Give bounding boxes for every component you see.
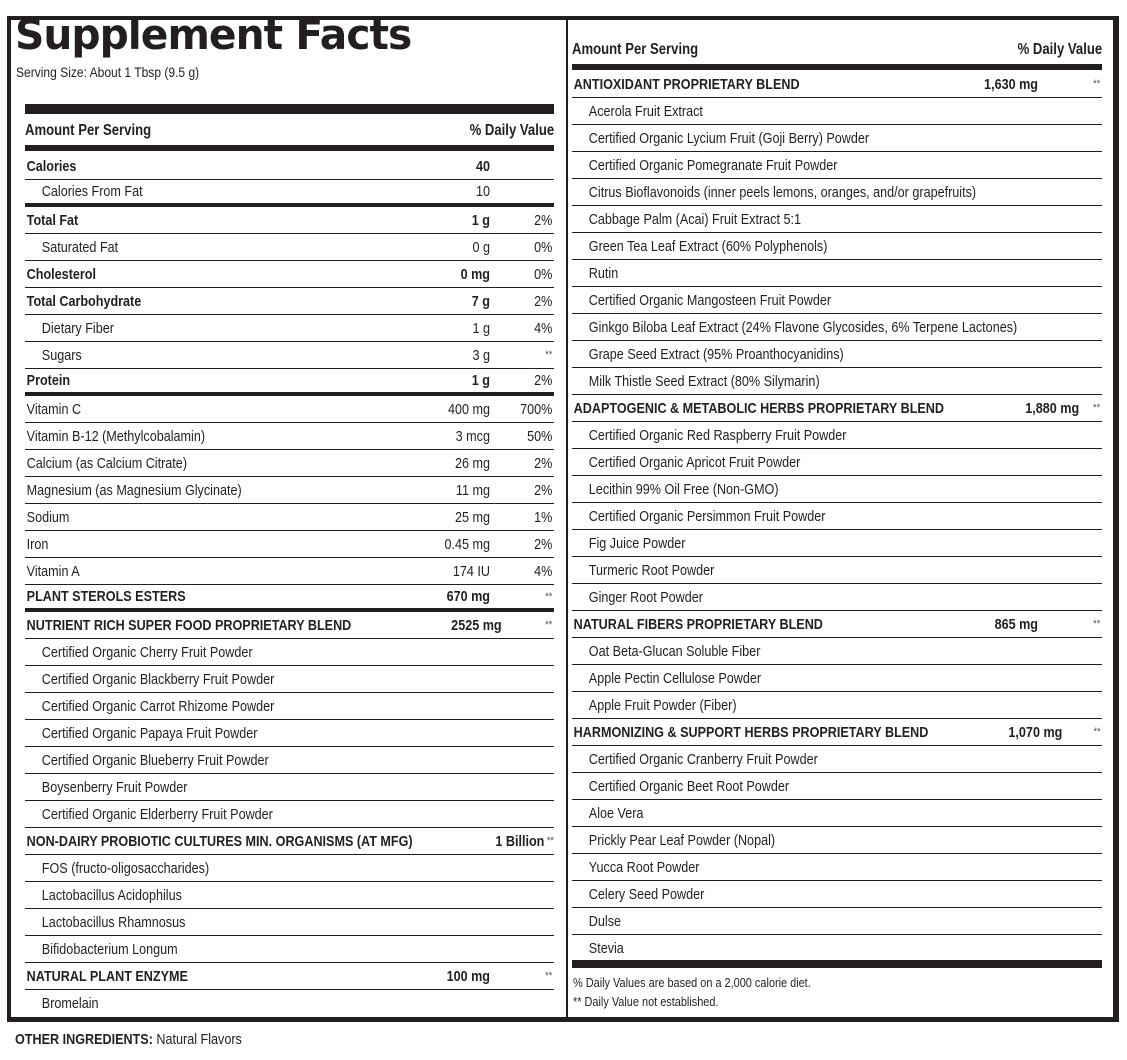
- left-nutrient-table: [25, 153, 554, 1017]
- row-name: Boysenberry Fruit Powder: [41, 778, 188, 796]
- ingredient-row: [572, 827, 1102, 854]
- row-daily-value: 2%: [534, 292, 553, 310]
- ingredient-row: [572, 854, 1102, 881]
- row-daily-value: 4%: [534, 562, 553, 580]
- ingredient-row: [572, 476, 1102, 503]
- ingredient-row: [25, 882, 554, 909]
- row-name: Apple Pectin Cellulose Powder: [588, 669, 762, 687]
- row-name: Calories From Fat: [41, 183, 143, 200]
- divider-bar: [25, 104, 554, 114]
- ingredient-row: [572, 125, 1102, 152]
- row-daily-value: 2%: [534, 481, 553, 499]
- right-nutrient-table: [572, 71, 1102, 962]
- row-name: Calories: [26, 157, 77, 175]
- row-name: Lecithin 99% Oil Free (Non-GMO): [588, 480, 779, 498]
- vitamin-row: [25, 504, 554, 531]
- row-name: Iron: [26, 535, 49, 553]
- other-ingredients-label: OTHER INGREDIENTS:: [15, 1031, 153, 1048]
- row-name: Aloe Vera: [588, 804, 644, 822]
- ingredient-row: [572, 422, 1102, 449]
- row-amount: 0 g: [472, 238, 490, 256]
- row-name: NATURAL FIBERS PROPRIETARY BLEND: [573, 615, 823, 633]
- row-name: Total Carbohydrate: [26, 292, 142, 310]
- amount-per-serving-label: Amount Per Serving: [572, 41, 699, 58]
- ingredient-row: [25, 909, 554, 936]
- row-daily-value: **: [545, 590, 553, 603]
- ingredient-row: [25, 774, 554, 801]
- ingredient-row: [572, 287, 1102, 314]
- row-name: Citrus Bioflavonoids (inner peels lemons, oranges, and/or grapefruits): [588, 183, 977, 201]
- row-name: Certified Organic Papaya Fruit Powder: [41, 724, 258, 742]
- ingredient-row: [572, 179, 1102, 206]
- footnote-daily-values: % Daily Values are based on a 2,000 calorie diet.: [573, 975, 811, 990]
- row-name: ADAPTOGENIC & METABOLIC HERBS PROPRIETARY BLEND: [573, 399, 945, 417]
- row-name: Certified Organic Cranberry Fruit Powder: [588, 750, 818, 768]
- ingredient-row: [572, 314, 1102, 341]
- blend-header-row: [25, 828, 554, 855]
- row-amount: 865 mg: [994, 615, 1038, 633]
- ingredient-row: [572, 800, 1102, 827]
- row-daily-value: **: [1093, 618, 1101, 630]
- row-name: Lactobacillus Acidophilus: [41, 886, 182, 904]
- row-amount: 2525 mg: [451, 616, 503, 634]
- row-amount: 10: [475, 183, 490, 200]
- ingredient-row: [572, 152, 1102, 179]
- row-name: Stevia: [588, 940, 624, 957]
- row-name: Sodium: [26, 508, 70, 526]
- row-amount: 400 mg: [447, 400, 490, 418]
- blend-header-row: [572, 611, 1102, 638]
- row-name: HARMONIZING & SUPPORT HERBS PROPRIETARY BLEND: [573, 723, 929, 741]
- row-amount: 11 mg: [455, 481, 490, 499]
- row-name: NUTRIENT RICH SUPER FOOD PROPRIETARY BLEND: [26, 616, 352, 634]
- row-name: Vitamin C: [26, 400, 82, 418]
- ingredient-row: [572, 665, 1102, 692]
- ingredient-row: [572, 746, 1102, 773]
- row-daily-value: **: [1093, 78, 1101, 90]
- plant-sterols-row: [25, 585, 554, 612]
- row-name: Acerola Fruit Extract: [588, 102, 703, 120]
- divider-bar: [25, 145, 554, 151]
- row-amount: 1,630 mg: [984, 75, 1038, 93]
- row-name: Rutin: [588, 264, 619, 282]
- row-name: Certified Organic Cherry Fruit Powder: [41, 643, 253, 661]
- row-name: Milk Thistle Seed Extract (80% Silymarin): [588, 372, 820, 390]
- row-name: Ginkgo Biloba Leaf Extract (24% Flavone Glycosides, 6% Terpene Lactones): [588, 318, 1018, 336]
- row-name: Total Fat: [26, 211, 79, 229]
- ingredient-row: [25, 639, 554, 666]
- row-name: Certified Organic Carrot Rhizome Powder: [41, 697, 275, 715]
- right-column-header: [572, 38, 1102, 62]
- row-daily-value: **: [546, 835, 554, 847]
- row-daily-value: 2%: [534, 535, 553, 553]
- vitamin-row: [25, 558, 554, 585]
- ingredient-row: [25, 747, 554, 774]
- blend-header-row: [25, 963, 554, 990]
- ingredient-row: [572, 908, 1102, 935]
- nutrient-row: [25, 315, 554, 342]
- row-name: Certified Organic Elderberry Fruit Powder: [41, 805, 273, 823]
- ingredient-row: [572, 98, 1102, 125]
- row-amount: 7 g: [471, 292, 490, 310]
- row-name: Certified Organic Apricot Fruit Powder: [588, 453, 801, 471]
- row-amount: 100 mg: [446, 967, 490, 985]
- row-amount: 26 mg: [454, 454, 490, 472]
- column-divider: [566, 20, 568, 1017]
- ingredient-row: [25, 990, 554, 1017]
- daily-value-label: % Daily Value: [469, 122, 554, 139]
- row-daily-value: 2%: [534, 211, 553, 229]
- vitamin-row: [25, 396, 554, 423]
- row-daily-value: 2%: [534, 372, 553, 389]
- row-name: FOS (fructo-oligosaccharides): [41, 859, 210, 877]
- row-daily-value: 50%: [527, 427, 553, 445]
- other-ingredients: [15, 1031, 242, 1048]
- row-amount: 3 mcg: [455, 427, 490, 445]
- blend-header-row: [572, 71, 1102, 98]
- row-name: Bifidobacterium Longum: [41, 940, 178, 958]
- row-amount: 1,880 mg: [1025, 399, 1080, 417]
- row-name: Protein: [26, 372, 71, 389]
- ingredient-row: [572, 638, 1102, 665]
- row-daily-value: 2%: [534, 454, 553, 472]
- row-name: Certified Organic Blueberry Fruit Powder: [41, 751, 269, 769]
- ingredient-row: [572, 260, 1102, 287]
- ingredient-row: [572, 557, 1102, 584]
- blend-header-row: [25, 612, 554, 639]
- row-name: ANTIOXIDANT PROPRIETARY BLEND: [573, 75, 800, 93]
- row-name: Vitamin A: [26, 562, 80, 580]
- ingredient-row: [572, 503, 1102, 530]
- row-amount: 0.45 mg: [444, 535, 490, 553]
- row-name: Oat Beta-Glucan Soluble Fiber: [588, 642, 761, 660]
- footnote-not-established: ** Daily Value not established.: [573, 994, 719, 1009]
- ingredient-row: [572, 368, 1102, 395]
- ingredient-row: [572, 692, 1102, 719]
- vitamin-row: [25, 423, 554, 450]
- row-name: Certified Organic Lycium Fruit (Goji Berry) Powder: [588, 129, 870, 147]
- ingredient-row: [572, 773, 1102, 800]
- row-name: Apple Fruit Powder (Fiber): [588, 696, 737, 714]
- ingredient-row: [572, 584, 1102, 611]
- row-amount: 0 mg: [460, 265, 490, 283]
- row-name: Grape Seed Extract (95% Proanthocyanidins): [588, 345, 844, 363]
- row-name: Certified Organic Pomegranate Fruit Powder: [588, 156, 838, 174]
- row-name: Prickly Pear Leaf Powder (Nopal): [588, 831, 776, 849]
- row-name: NATURAL PLANT ENZYME: [26, 967, 188, 985]
- row-daily-value: **: [1093, 402, 1101, 414]
- ingredient-row: [572, 206, 1102, 233]
- row-daily-value: 1%: [534, 508, 553, 526]
- row-daily-value: **: [545, 349, 553, 361]
- row-name: Green Tea Leaf Extract (60% Polyphenols): [588, 237, 828, 255]
- ingredient-row: [25, 693, 554, 720]
- other-ingredients-value: Natural Flavors: [152, 1031, 242, 1048]
- ingredient-row: [572, 935, 1102, 962]
- ingredient-row: [25, 801, 554, 828]
- row-daily-value: **: [545, 970, 553, 982]
- row-name: Fig Juice Powder: [588, 534, 686, 552]
- vitamin-row: [25, 531, 554, 558]
- nutrient-row: [25, 342, 554, 369]
- row-name: Certified Organic Red Raspberry Fruit Powder: [588, 426, 847, 444]
- row-name: Dulse: [588, 912, 622, 930]
- ingredient-row: [25, 720, 554, 747]
- row-name: Bromelain: [41, 995, 99, 1012]
- blend-header-row: [572, 395, 1102, 422]
- row-name: NON-DAIRY PROBIOTIC CULTURES MIN. ORGANISMS (AT MFG): [26, 832, 413, 850]
- row-name: PLANT STEROLS ESTERS: [26, 588, 186, 605]
- row-amount: 1 g: [471, 211, 490, 229]
- nutrient-row: [25, 234, 554, 261]
- row-name: Certified Organic Beet Root Powder: [588, 777, 790, 795]
- ingredient-row: [25, 936, 554, 963]
- row-name: Calcium (as Calcium Citrate): [26, 454, 188, 472]
- row-name: Saturated Fat: [41, 238, 119, 256]
- row-name: Dietary Fiber: [41, 319, 114, 337]
- nutrient-row: [25, 153, 554, 180]
- ingredient-row: [25, 855, 554, 882]
- row-amount: 1 Billion: [495, 832, 545, 850]
- row-name: Certified Organic Blackberry Fruit Powder: [41, 670, 275, 688]
- row-daily-value: 0%: [534, 265, 553, 283]
- blend-header-row: [572, 719, 1102, 746]
- row-amount: 670 mg: [446, 588, 490, 605]
- row-name: Cholesterol: [26, 265, 96, 283]
- row-amount: 40: [475, 157, 490, 175]
- nutrient-row: [25, 369, 554, 396]
- nutrient-row: [25, 288, 554, 315]
- nutrient-row: [25, 207, 554, 234]
- amount-per-serving-label: Amount Per Serving: [25, 122, 152, 139]
- row-name: Certified Organic Mangosteen Fruit Powder: [588, 291, 832, 309]
- row-amount: 1 g: [472, 319, 490, 337]
- row-name: Sugars: [41, 346, 82, 364]
- ingredient-row: [572, 881, 1102, 908]
- row-name: Vitamin B-12 (Methylcobalamin): [26, 427, 206, 445]
- row-amount: 25 mg: [454, 508, 490, 526]
- row-amount: 174 IU: [452, 562, 490, 580]
- nutrient-row: [25, 180, 554, 207]
- row-name: Turmeric Root Powder: [588, 561, 715, 579]
- vitamin-row: [25, 477, 554, 504]
- nutrient-row: [25, 261, 554, 288]
- vitamin-row: [25, 450, 554, 477]
- row-name: Ginger Root Powder: [588, 588, 703, 606]
- row-daily-value: **: [545, 619, 553, 631]
- ingredient-row: [25, 666, 554, 693]
- row-amount: 1,070 mg: [1008, 723, 1063, 741]
- serving-size: Serving Size: About 1 Tbsp (9.5 g): [16, 64, 200, 80]
- daily-value-label: % Daily Value: [1017, 41, 1102, 58]
- row-daily-value: **: [1093, 726, 1101, 738]
- panel-title: Supplement Facts: [15, 10, 412, 59]
- ingredient-row: [572, 233, 1102, 260]
- row-daily-value: 0%: [534, 238, 553, 256]
- ingredient-row: [572, 449, 1102, 476]
- ingredient-row: [572, 530, 1102, 557]
- left-column-header: [25, 119, 554, 143]
- row-name: Lactobacillus Rhamnosus: [41, 913, 186, 931]
- row-name: Certified Organic Persimmon Fruit Powder: [588, 507, 826, 525]
- divider-bar: [572, 64, 1102, 70]
- row-amount: 1 g: [471, 372, 490, 389]
- footnotes: [573, 973, 811, 1011]
- row-name: Cabbage Palm (Acai) Fruit Extract 5:1: [588, 210, 801, 228]
- divider-bar: [572, 960, 1102, 968]
- row-name: Celery Seed Powder: [588, 885, 705, 903]
- row-name: Yucca Root Powder: [588, 858, 700, 876]
- ingredient-row: [572, 341, 1102, 368]
- row-daily-value: 4%: [534, 319, 553, 337]
- row-daily-value: 700%: [520, 400, 553, 418]
- row-amount: 3 g: [472, 346, 490, 364]
- row-name: Magnesium (as Magnesium Glycinate): [26, 481, 242, 499]
